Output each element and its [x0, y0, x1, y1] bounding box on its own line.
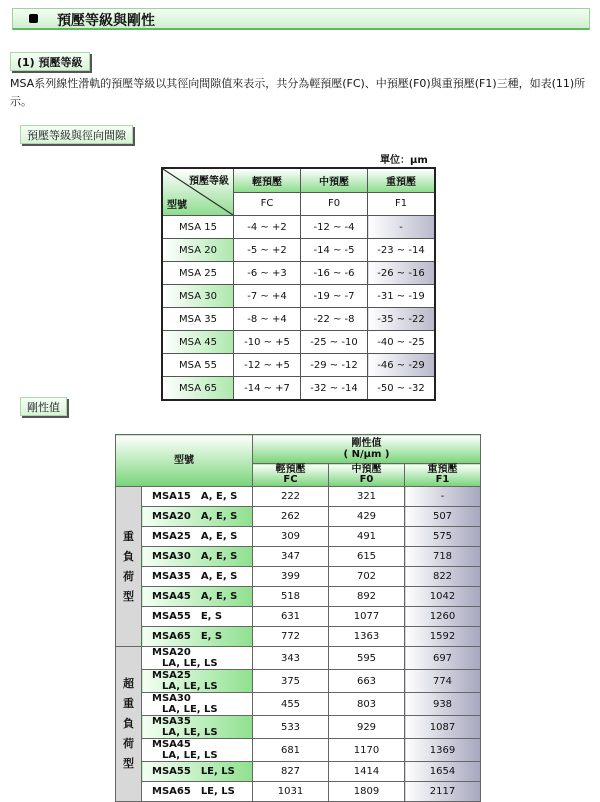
value-cell: 1031 [253, 782, 329, 802]
value-cell: 1087 [405, 716, 481, 739]
model-name: MSA65 [152, 786, 191, 797]
group-label-text: 重負荷型 [123, 529, 134, 603]
value-cell: -46 ~ -29 [368, 354, 436, 377]
value-cell: -31 ~ -19 [368, 285, 436, 308]
table-row [116, 762, 481, 782]
value-cell: 399 [253, 567, 329, 587]
model-suffix: LA, LE, LS [162, 727, 218, 738]
column-header [329, 464, 405, 487]
unit-label: 單位：μm [380, 155, 428, 166]
model-cell: MSA 20 [162, 239, 234, 262]
value-cell: -14 ~ +7 [234, 377, 301, 401]
preload-grade-label: 預壓等級 [189, 176, 229, 187]
model-name: MSA45 [152, 591, 191, 602]
stiffness-unit: ( N/μm ) [343, 449, 390, 460]
model-suffix: A, E, S [200, 591, 238, 602]
table-row [116, 670, 481, 693]
value-cell: 1363 [329, 627, 405, 647]
value-cell: -26 ~ -16 [368, 262, 436, 285]
model-cell [142, 762, 253, 782]
value-cell: 1042 [405, 587, 481, 607]
value-cell: 1170 [329, 739, 405, 762]
value-cell: 1077 [329, 607, 405, 627]
model-suffix: LA, LE, LS [162, 681, 218, 692]
table-row [162, 239, 435, 262]
model-cell [142, 716, 253, 739]
value-cell: -14 ~ -5 [301, 239, 368, 262]
column-code: FC [283, 474, 298, 485]
table-row [116, 782, 481, 802]
value-cell: -50 ~ -32 [368, 377, 436, 401]
model-cell: MSA 45 [162, 331, 234, 354]
value-cell: - [368, 216, 436, 239]
model-cell: MSA 30 [162, 285, 234, 308]
value-cell: 575 [405, 527, 481, 547]
model-cell: MSA 25 [162, 262, 234, 285]
group-label-text: 超重負荷型 [123, 677, 134, 770]
value-cell: 892 [329, 587, 405, 607]
value-cell: -4 ~ +2 [234, 216, 301, 239]
model-name: MSA65 [152, 631, 191, 642]
stiffness-title: 剛性值 [351, 438, 382, 449]
model-suffix: LA, LE, LS [162, 658, 218, 669]
table-row [116, 739, 481, 762]
intro-paragraph: MSA系列線性滑軌的預壓等級以其徑向間隙值來表示，共分為輕預壓(FC)、中預壓(F0)與重預壓(F1)三種，如表(11)所示。 [10, 77, 586, 108]
model-name: MSA25 [152, 670, 191, 681]
value-cell: -19 ~ -7 [301, 285, 368, 308]
value-cell: 772 [253, 627, 329, 647]
table-row [116, 716, 481, 739]
value-cell: 309 [253, 527, 329, 547]
value-cell: 533 [253, 716, 329, 739]
value-cell: 827 [253, 762, 329, 782]
stiffness-table [115, 434, 481, 802]
model-name: MSA20 [152, 647, 191, 658]
table-row [162, 354, 435, 377]
diagonal-header-cell [162, 168, 234, 216]
value-cell: 1654 [405, 762, 481, 782]
model-cell [142, 587, 253, 607]
value-cell: 375 [253, 670, 329, 693]
model-cell: MSA 15 [162, 216, 234, 239]
model-suffix: A, E, S [200, 551, 238, 562]
value-cell: -7 ~ +4 [234, 285, 301, 308]
group-label [116, 487, 142, 647]
value-cell: 1369 [405, 739, 481, 762]
table-row [162, 308, 435, 331]
model-cell [142, 693, 253, 716]
column-code: F1 [368, 192, 436, 216]
model-cell [142, 607, 253, 627]
model-cell [142, 670, 253, 693]
value-cell: 1414 [329, 762, 405, 782]
value-cell: 822 [405, 567, 481, 587]
value-cell: 347 [253, 547, 329, 567]
table-row [116, 487, 481, 507]
stiffness-header [253, 435, 481, 464]
column-header: 重預壓 [368, 168, 436, 192]
group-label [116, 647, 142, 802]
value-cell: 491 [329, 527, 405, 547]
model-suffix: A, E, S [200, 531, 238, 542]
column-code: F1 [435, 474, 450, 485]
column-header: 輕預壓 [234, 168, 301, 192]
value-cell: 718 [405, 547, 481, 567]
value-cell: -10 ~ +5 [234, 331, 301, 354]
value-cell: 507 [405, 507, 481, 527]
value-cell: - [405, 487, 481, 507]
value-cell: 929 [329, 716, 405, 739]
value-cell: -25 ~ -10 [301, 331, 368, 354]
table-row [116, 627, 481, 647]
model-header: 型號 [116, 435, 253, 487]
value-cell: -12 ~ +5 [234, 354, 301, 377]
table-row [162, 285, 435, 308]
value-cell: 774 [405, 670, 481, 693]
table-row [116, 567, 481, 587]
model-cell: MSA 35 [162, 308, 234, 331]
value-cell: -5 ~ +2 [234, 239, 301, 262]
table-row [116, 587, 481, 607]
value-cell: 697 [405, 647, 481, 670]
column-header [253, 464, 329, 487]
model-suffix: LA, LE, LS [162, 704, 218, 715]
value-cell: 321 [329, 487, 405, 507]
value-cell: 663 [329, 670, 405, 693]
model-name: MSA30 [152, 693, 191, 704]
value-cell: 615 [329, 547, 405, 567]
table-row [162, 216, 435, 239]
column-name: 重預壓 [427, 464, 458, 475]
model-suffix: LE, LS [200, 786, 235, 797]
table-row [116, 647, 481, 670]
model-name: MSA25 [152, 531, 191, 542]
model-label: 型號 [167, 200, 187, 211]
model-suffix: LA, LE, LS [162, 750, 218, 761]
value-cell: -32 ~ -14 [301, 377, 368, 401]
clearance-table [161, 167, 436, 401]
value-cell: 455 [253, 693, 329, 716]
section-header [12, 8, 590, 30]
value-cell: -40 ~ -25 [368, 331, 436, 354]
model-name: MSA15 [152, 491, 191, 502]
model-suffix: E, S [200, 631, 223, 642]
model-name: MSA55 [152, 611, 191, 622]
value-cell: -6 ~ +3 [234, 262, 301, 285]
table-row [116, 693, 481, 716]
column-code: F0 [359, 474, 374, 485]
value-cell: -23 ~ -14 [368, 239, 436, 262]
column-code: F0 [301, 192, 368, 216]
value-cell: 702 [329, 567, 405, 587]
value-cell: 803 [329, 693, 405, 716]
model-cell [142, 782, 253, 802]
model-suffix: A, E, S [200, 511, 238, 522]
column-code: FC [234, 192, 301, 216]
model-suffix: LE, LS [200, 766, 235, 777]
section-label: (1) 預壓等級 [10, 52, 90, 71]
table-row [162, 262, 435, 285]
model-name: MSA45 [152, 739, 191, 750]
model-cell [142, 547, 253, 567]
value-cell: -29 ~ -12 [301, 354, 368, 377]
clearance-table-label: 預壓等級與徑向間隙 [20, 125, 133, 144]
value-cell: 429 [329, 507, 405, 527]
table-row [162, 331, 435, 354]
column-name: 輕預壓 [275, 464, 306, 475]
model-cell [142, 487, 253, 507]
value-cell: -8 ~ +4 [234, 308, 301, 331]
value-cell: 1260 [405, 607, 481, 627]
value-cell: 1809 [329, 782, 405, 802]
value-cell: 518 [253, 587, 329, 607]
model-cell [142, 527, 253, 547]
page-title: 預壓等級與剛性 [57, 13, 155, 29]
model-name: MSA35 [152, 716, 191, 727]
model-suffix: A, E, S [200, 491, 238, 502]
value-cell: 1592 [405, 627, 481, 647]
value-cell: 2117 [405, 782, 481, 802]
value-cell: 938 [405, 693, 481, 716]
model-name: MSA55 [152, 766, 191, 777]
table-row [116, 527, 481, 547]
value-cell: -22 ~ -8 [301, 308, 368, 331]
table-row [116, 547, 481, 567]
value-cell: 631 [253, 607, 329, 627]
stiffness-table-label: 剛性值 [20, 397, 67, 416]
model-cell [142, 567, 253, 587]
value-cell: -12 ~ -4 [301, 216, 368, 239]
model-name: MSA35 [152, 571, 191, 582]
value-cell: 262 [253, 507, 329, 527]
column-header: 中預壓 [301, 168, 368, 192]
table-row [116, 507, 481, 527]
column-header [405, 464, 481, 487]
bullet-icon [29, 14, 38, 23]
column-name: 中預壓 [351, 464, 382, 475]
model-suffix: A, E, S [200, 571, 238, 582]
table-row [162, 377, 435, 401]
value-cell: 681 [253, 739, 329, 762]
value-cell: -16 ~ -6 [301, 262, 368, 285]
model-cell [142, 507, 253, 527]
model-suffix: E, S [200, 611, 223, 622]
value-cell: 343 [253, 647, 329, 670]
value-cell: 222 [253, 487, 329, 507]
model-cell [142, 739, 253, 762]
value-cell: 595 [329, 647, 405, 670]
model-cell: MSA 55 [162, 354, 234, 377]
value-cell: -35 ~ -22 [368, 308, 436, 331]
model-cell [142, 647, 253, 670]
model-name: MSA30 [152, 551, 191, 562]
model-name: MSA20 [152, 511, 191, 522]
table-row [116, 607, 481, 627]
model-cell: MSA 65 [162, 377, 234, 401]
model-cell [142, 627, 253, 647]
